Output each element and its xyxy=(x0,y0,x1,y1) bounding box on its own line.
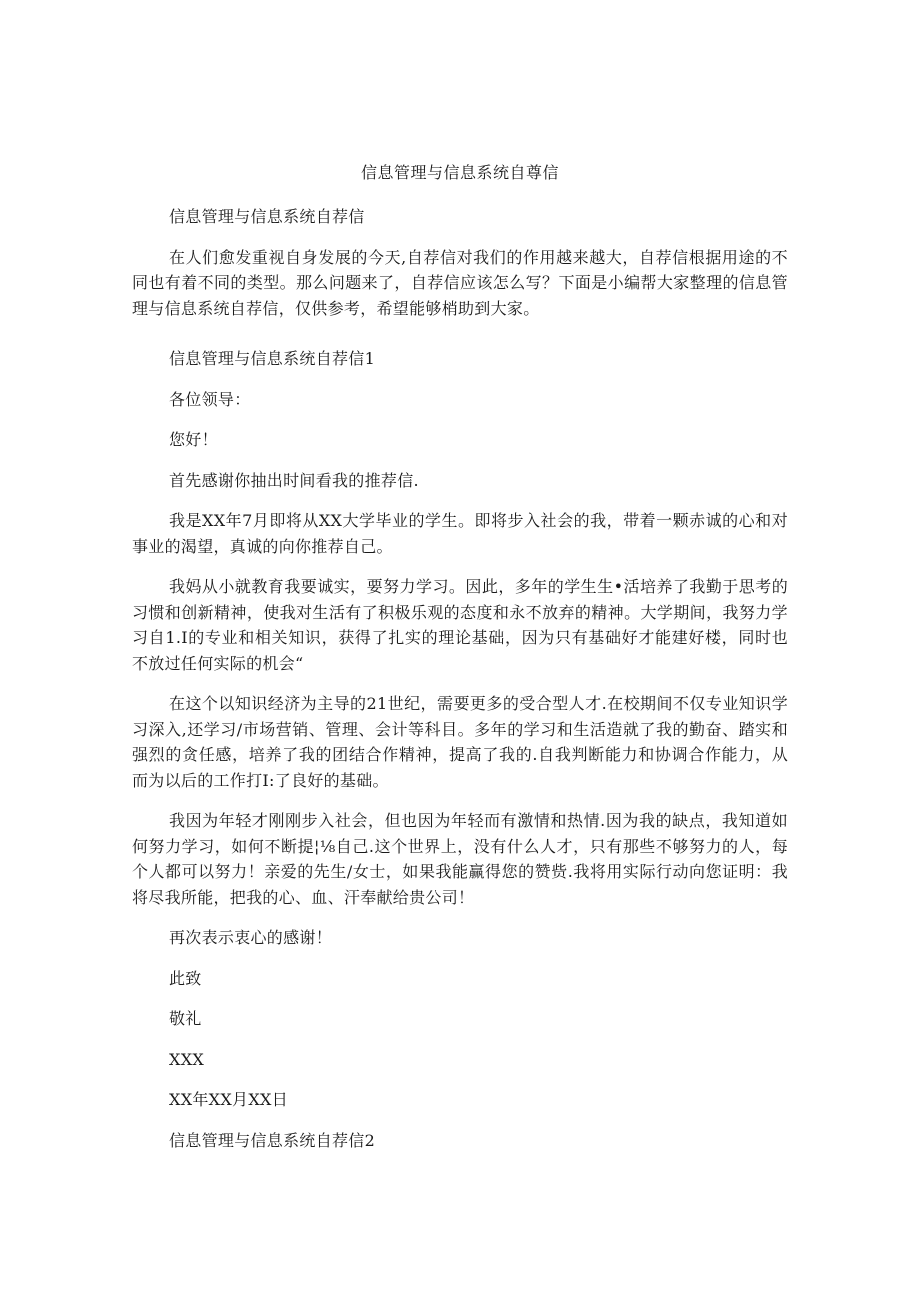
signature-name: XXX xyxy=(169,1049,205,1069)
document-body xyxy=(132,204,788,1168)
section-heading-1: 信息管理与信息系统自荐信1 xyxy=(169,349,376,368)
body-paragraph: 在这个以知识经济为主导的21世纪，需要更多的受合型人才.在校期间不仅专业知识学习深入,还学习/市场营销、管理、会计等科目。多年的学习和生活造就了我的勤奋、踏实和强烈的贪任感，培养了我的团结合作精神，提高了我的.自我判断能力和协调合作能力，从而为以后的工作打I:了良好的基础。 xyxy=(132,694,788,790)
subtitle: 信息管理与信息系统自荐信 xyxy=(169,207,365,226)
salutation: 各位领导： xyxy=(169,389,251,409)
section-heading-2: 信息管理与信息系统自荐信2 xyxy=(169,1130,376,1150)
greeting: 您好！ xyxy=(169,430,218,449)
signature-date: XX年XX月XX日 xyxy=(169,1090,289,1109)
intro-paragraph: 在人们愈发重视自身发展的今天,自荐信对我们的作用越来越大，自荐信根据用途的不同也有着不同的类型。那么问题来了，自荐信应该怎么写？下面是小编帮大家整理的信息管理与信息系统自荐信，仅供参考，希望能够梢助到大家。 xyxy=(132,247,788,318)
body-paragraph: 我因为年轻才刚刚步入社会，但也因为年轻而有激情和热情.因为我的缺点，我知道如何努力学习，如何不断提¦⅛自己.这个世界上，没有什么人才，只有那些不够努力的人，每个人都可以努力！亲爱的先生/女士，如果我能赢得您的赞赀.我将用实际行动向您证明：我将尽我所能，把我的心、血、汗奉献给贵公司！ xyxy=(132,811,788,907)
page-title: 信息管理与信息系统自尊信 xyxy=(360,163,559,182)
body-paragraph: 我是XX年7月即将从XX大学毕业的学生。即将步入社会的我，带着一颗赤诚的心和对事业的渴望，真诚的向你推荐自己。 xyxy=(132,511,788,556)
closing-cizhi: 此致 xyxy=(169,968,202,988)
closing-thanks: 再次表示衷心的感谢！ xyxy=(169,928,333,947)
body-paragraph: 我妈从小就教育我要诚实，要努力学习。因此，多年的学生生•活培养了我勤于思考的习惯和创新精神，使我对生活有了积极乐观的态度和永不放弃的精神。大学期间，我努力学习自1.I的专业和相关知识，获得了扎实的理论基础，因为只有基础好才能建好楼，同时也不放过任何实际的机会“ xyxy=(132,577,788,673)
thanks-line: 首先感谢你抽出时间看我的推荐信. xyxy=(169,470,419,490)
closing-jingli: 敬礼 xyxy=(169,1009,202,1028)
